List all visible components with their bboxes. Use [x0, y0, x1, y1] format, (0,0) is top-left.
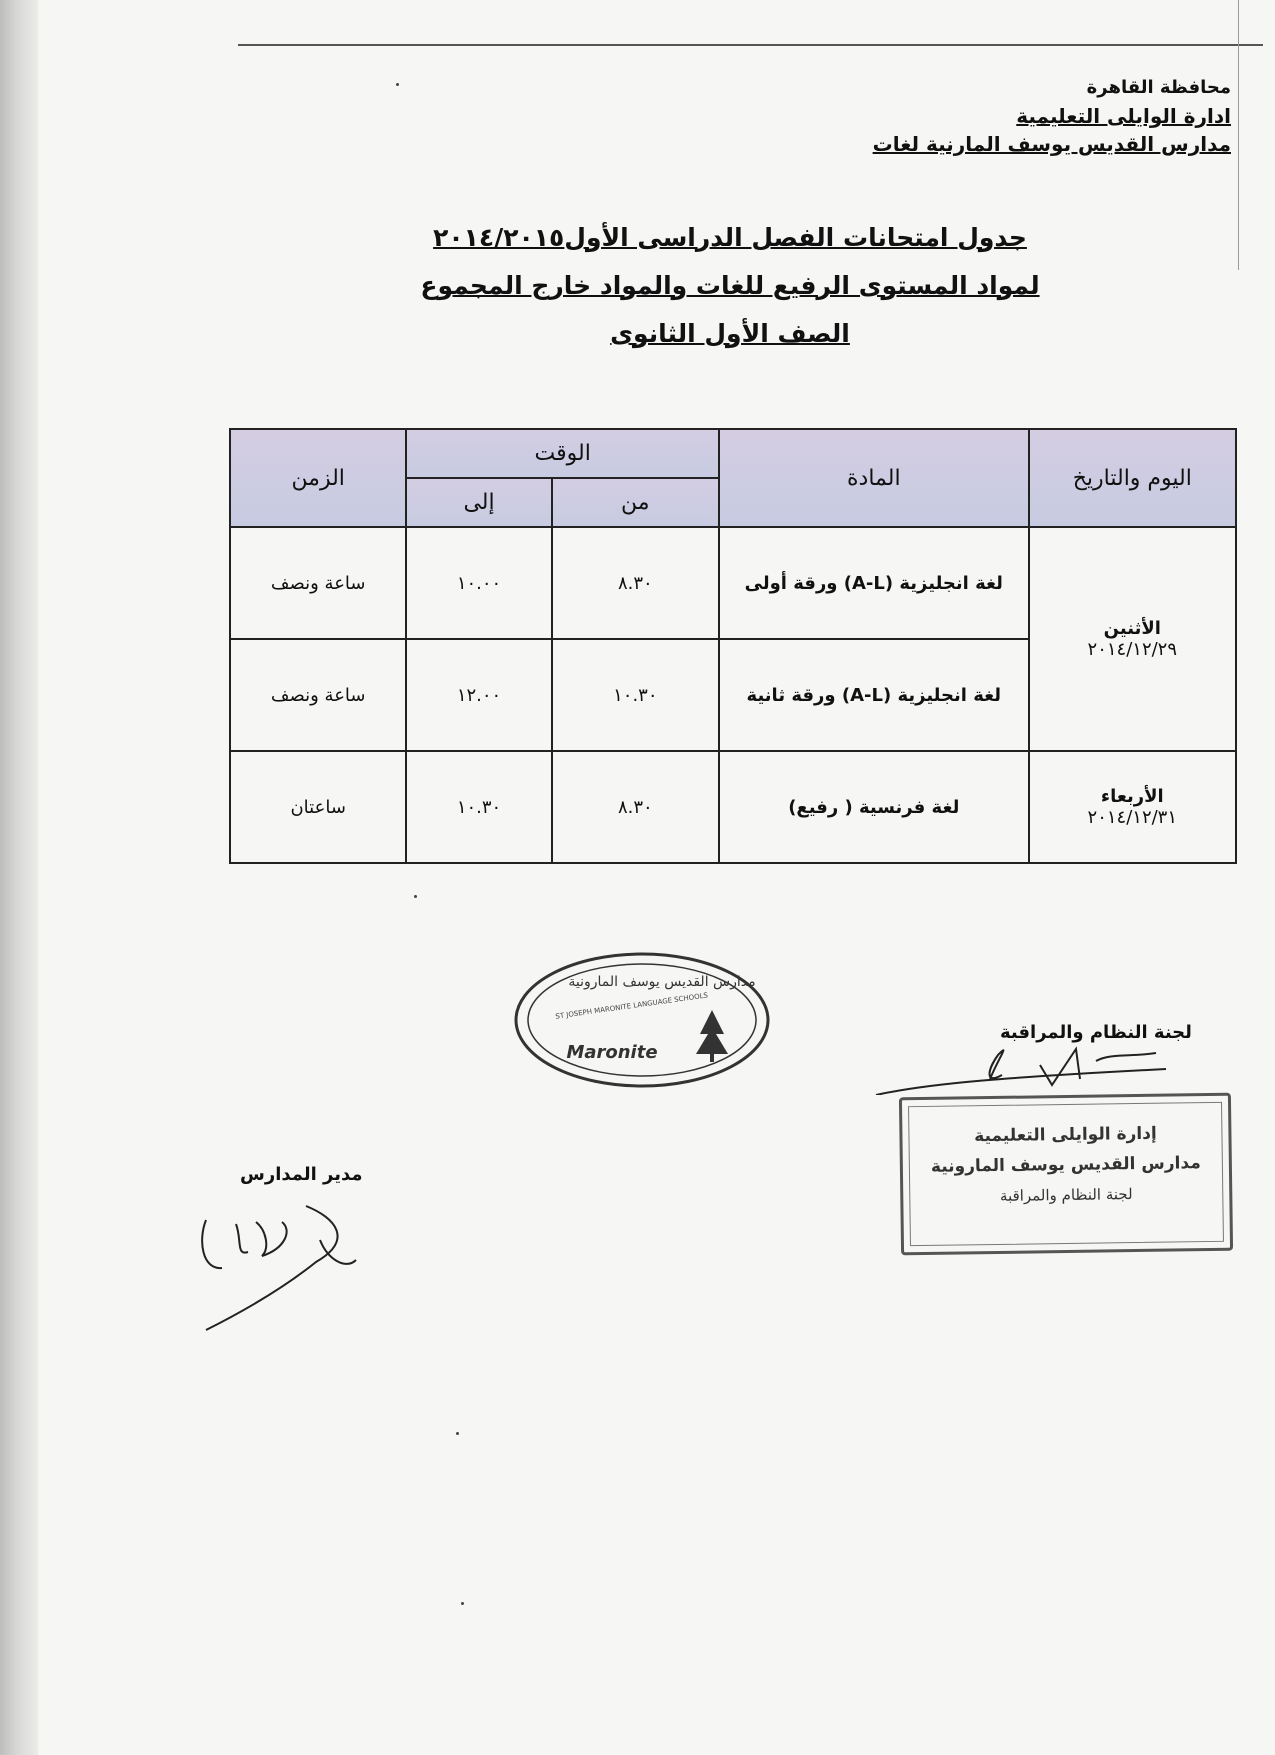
from-cell: ٨.٣٠: [552, 751, 719, 863]
svg-text:ST JOSEPH MARONITE LANGUAGE SC: ST JOSEPH MARONITE LANGUAGE SCHOOLS: [554, 991, 709, 1021]
day-cell: [1029, 751, 1236, 863]
committee-signature: [870, 1035, 1180, 1095]
top-rule: [238, 44, 1263, 46]
header-from: من: [552, 478, 719, 527]
from-cell: ١٠.٣٠: [552, 639, 719, 751]
right-rule: [1238, 0, 1239, 270]
title-line-2: لمواد المستوى الرفيع للغات والمواد خارج المجموع: [420, 271, 1040, 300]
day-date: ٢٠١٤/١٢/٣١: [1087, 807, 1178, 828]
table-row: [230, 527, 1236, 639]
to-cell: ١٢.٠٠: [406, 639, 551, 751]
table-row: [230, 751, 1236, 863]
scan-speck: [414, 895, 417, 898]
header-subject: المادة: [719, 429, 1029, 527]
from-cell: ٨.٣٠: [552, 527, 719, 639]
administration-line: ادارة الوايلى التعليمية: [1016, 104, 1231, 128]
to-cell: ١٠.٠٠: [406, 527, 551, 639]
manager-label: مدير المدارس: [240, 1164, 363, 1185]
day-name: الأثنين: [1103, 618, 1161, 639]
subject-cell: لغة انجليزية (A-L) ورقة أولى: [719, 527, 1029, 639]
header-row: [230, 429, 1236, 478]
header-duration: الزمن: [230, 429, 406, 527]
header-to: إلى: [406, 478, 551, 527]
stamp-line-1: إدارة الوايلى التعليمية: [974, 1123, 1157, 1147]
title-line-3: الصف الأول الثانوى: [610, 319, 850, 348]
committee-label: لجنة النظام والمراقبة: [1000, 1022, 1192, 1043]
to-cell: ١٠.٣٠: [406, 751, 551, 863]
header-time: الوقت: [406, 429, 719, 478]
header-day-date: اليوم والتاريخ: [1029, 429, 1236, 527]
document-titles: [380, 214, 1080, 358]
day-cell: [1029, 527, 1236, 751]
duration-cell: ساعة ونصف: [230, 639, 406, 751]
stamp-line-2: مدارس القديس يوسف المارونية: [930, 1153, 1201, 1177]
scan-edge-shadow: [0, 0, 38, 1755]
committee-stamp: [899, 1093, 1233, 1256]
day-date: ٢٠١٤/١٢/٢٩: [1087, 639, 1178, 660]
svg-text:مدارس القديس يوسف المارونية: مدارس القديس يوسف المارونية: [568, 974, 756, 990]
school-line: مدارس القديس يوسف المارنية لغات: [872, 132, 1231, 156]
subject-cell: لغة انجليزية (A-L) ورقة ثانية: [719, 639, 1029, 751]
governorate-line: محافظة القاهرة: [1086, 77, 1231, 98]
manager-signature: [196, 1200, 366, 1340]
exam-schedule-table: [229, 428, 1237, 864]
scan-speck: [456, 1432, 459, 1435]
duration-cell: ساعتان: [230, 751, 406, 863]
stamp-line-3: لجنة النظام والمراقبة: [999, 1185, 1133, 1205]
subject-cell: لغة فرنسية ( رفيع): [719, 751, 1029, 863]
title-line-1: جدول امتحانات الفصل الدراسى الأول٢٠١٤/٢٠١٥: [433, 223, 1027, 252]
school-seal-stamp: [512, 950, 772, 1090]
svg-text:Maronite: Maronite: [566, 1042, 658, 1063]
day-name: الأربعاء: [1100, 786, 1164, 807]
scan-speck: [396, 83, 399, 86]
duration-cell: ساعة ونصف: [230, 527, 406, 639]
letterhead: [731, 74, 1231, 158]
scan-speck: [461, 1602, 464, 1605]
